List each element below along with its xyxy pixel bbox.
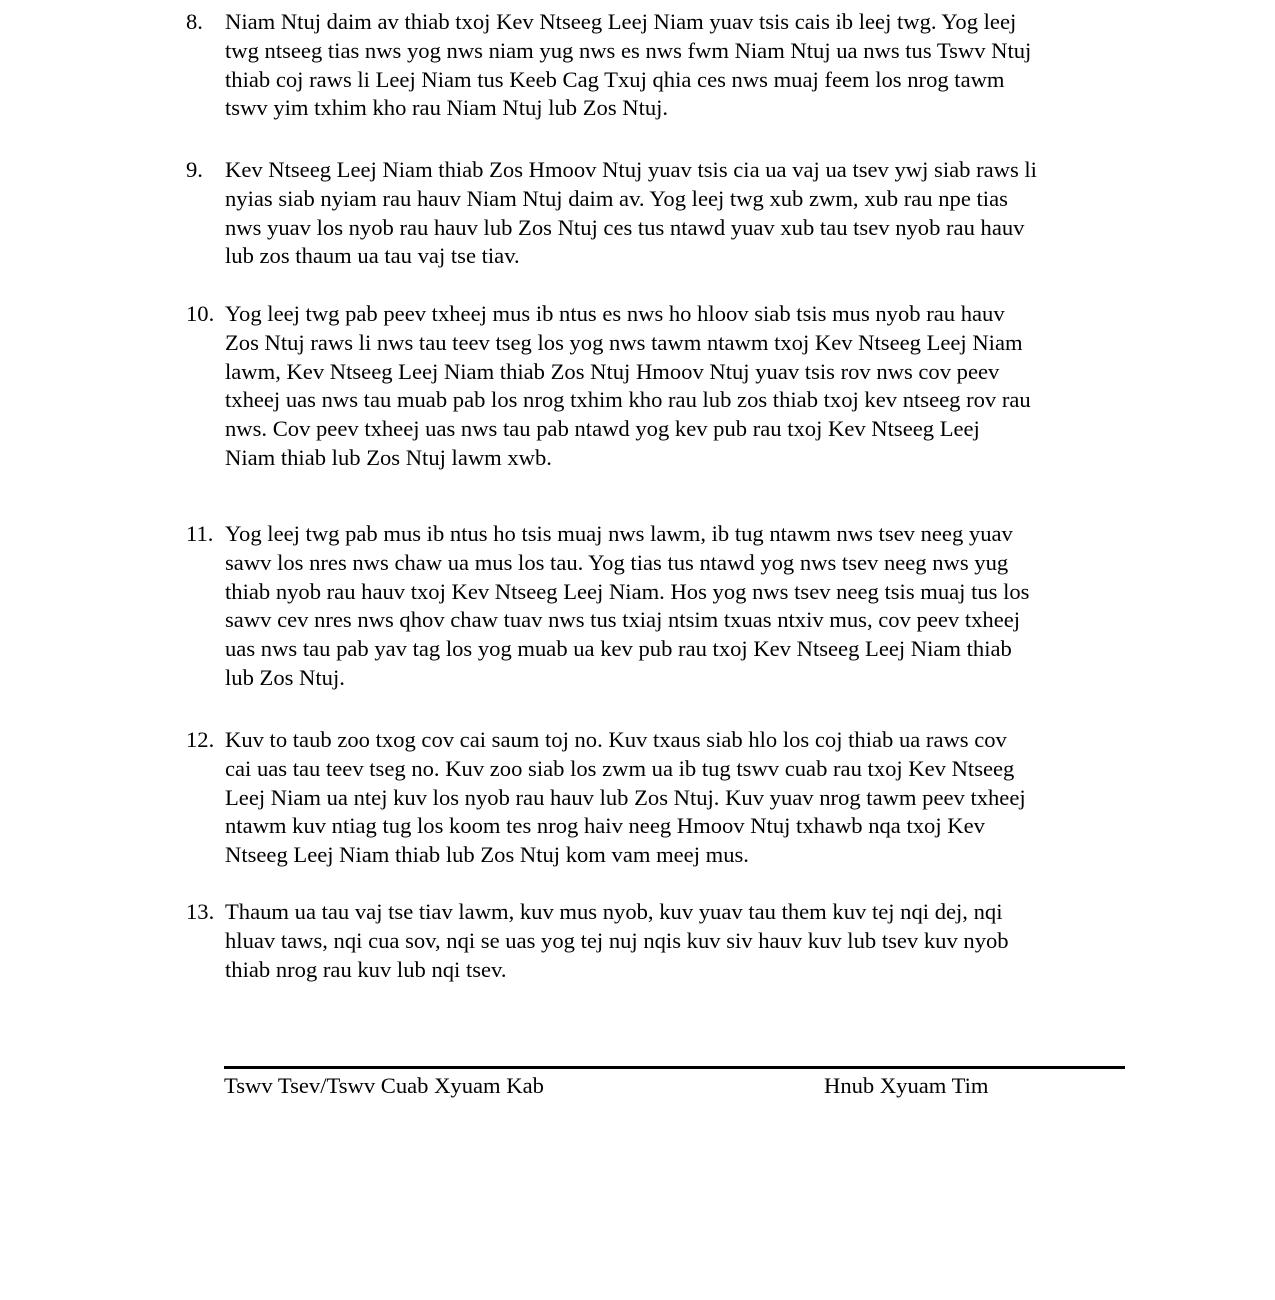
member-signature-label: Tswv Tsev/Tswv Cuab Xyuam Kab (224, 1073, 544, 1098)
list-item-13 (186, 898, 1136, 984)
item-number: 10. (186, 301, 215, 326)
signature-line (224, 1066, 1125, 1069)
item-text: Niam Ntuj daim av thiab txoj Kev Ntseeg Leej Niam yuav tsis cais ib leej twg. Yog leej twg ntseeg tias nws yog nws niam yug nws es nws fwm Niam Ntuj ua nws tus Tswv Ntuj thiab coj raws li Leej Niam tus Keeb Cag Txuj qhia ces nws muaj feem los nrog tawm tswv yim txhim kho rau Niam Ntuj lub Zos Ntuj. (225, 9, 1032, 121)
item-text: Yog leej twg pab peev txheej mus ib ntus es nws ho hloov siab tsis mus nyob rau hauv Zos Ntuj raws li nws tau teev tseg los yog nws tawm ntawm txoj Kev Ntseeg Leej Niam lawm, Kev Ntseeg Leej Niam thiab Zos Ntuj Hmoov Ntuj yuav tsis rov nws cov peev txheej uas nws tau muab pab los nrog txhim kho rau lub zos thiab txoj kev ntseeg rov rau nws. Cov peev txheej uas nws tau pab ntawd yog kev pub rau txoj Kev Ntseeg Leej Niam thiab lub Zos Ntuj lawm xwb. (225, 301, 1031, 470)
item-text: Kev Ntseeg Leej Niam thiab Zos Hmoov Ntuj yuav tsis cia ua vaj ua tsev ywj siab raws li nyias siab nyiam rau hauv Niam Ntuj daim av. Yog leej twg xub zwm, xub rau npe tias nws yuav los nyob rau hauv lub Zos Ntuj ces tus ntawd yuav xub tau tsev nyob rau hauv lub zos thaum ua tau vaj tse tiav. (225, 157, 1037, 269)
list-item-12 (186, 726, 1136, 870)
item-number: 11. (186, 521, 214, 546)
item-number: 12. (186, 727, 215, 752)
item-text: Yog leej twg pab mus ib ntus ho tsis muaj nws lawm, ib tug ntawm nws tsev neeg yuav sawv los nres nws chaw ua mus los tau. Yog tias tus ntawd yog nws tsev neeg nws yug thiab nyob rau hauv txoj Kev Ntseeg Leej Niam. Hos yog nws tsev neeg tsis muaj tus los sawv cev nres nws qhov chaw tuav nws tus txiaj ntsim txuas ntxiv mus, cov peev txheej uas nws tau pab yav tag los yog muab ua kev pub rau txoj Kev Ntseeg Leej Niam thiab lub Zos Ntuj. (225, 521, 1030, 690)
list-item-9 (186, 156, 1136, 271)
item-text: Thaum ua tau vaj tse tiav lawm, kuv mus nyob, kuv yuav tau them kuv tej nqi dej, nqi hluav taws, nqi cua sov, nqi se uas yog tej nuj nqis kuv siv hauv kuv lub tsev kuv nyob thiab nrog rau kuv lub nqi tsev. (225, 899, 1009, 982)
list-item-10 (186, 300, 1136, 473)
item-number: 13. (186, 899, 215, 924)
item-text: Kuv to taub zoo txog cov cai saum toj no. Kuv txaus siab hlo los coj thiab ua raws cov cai uas tau teev tseg no. Kuv zoo siab los zwm ua ib tug tswv cuab rau txoj Kev Ntseeg Leej Niam ua ntej kuv los nyob rau hauv lub Zos Ntuj. Kuv yuav nrog tawm peev txheej ntawm kuv ntiag tug los koom tes nrog haiv neeg Hmoov Ntuj txhawb nqa txoj Kev Ntseeg Leej Niam thiab lub Zos Ntuj kom vam meej mus. (225, 727, 1026, 868)
date-signature-label: Hnub Xyuam Tim (824, 1073, 989, 1098)
item-number: 9. (186, 157, 203, 182)
list-item-8 (186, 8, 1136, 123)
item-number: 8. (186, 9, 203, 34)
list-item-11 (186, 520, 1136, 693)
